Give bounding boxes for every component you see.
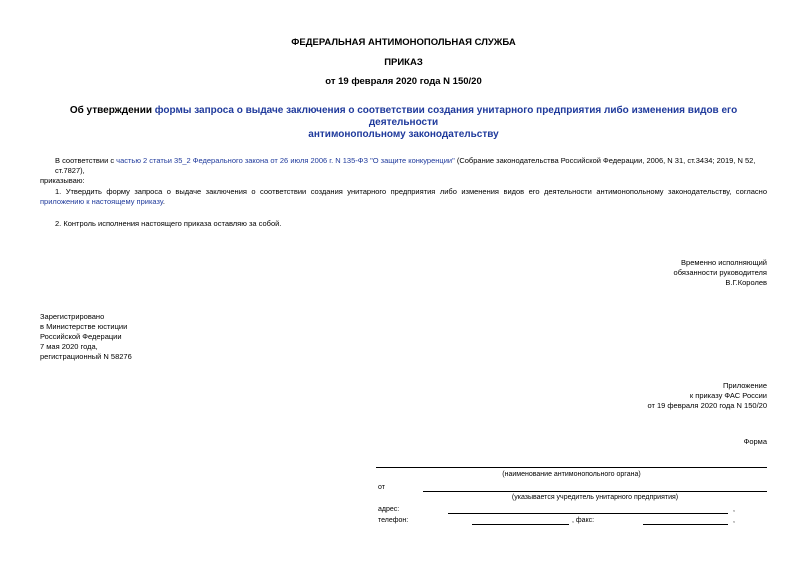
item1-end: . (162, 197, 165, 206)
registration-line-2: в Министерстве юстиции (40, 322, 128, 331)
from-label: от (378, 484, 385, 491)
org-name-line[interactable] (376, 467, 767, 468)
title-link-continued[interactable]: антимонопольному законодательству (308, 129, 499, 140)
doc-date-number: от 19 февраля 2020 года N 150/20 (325, 76, 482, 87)
order-item-1 (40, 187, 767, 207)
fax-label: , факс: (572, 517, 595, 524)
item1-text: 1. Утвердить форму запроса о выдаче заключения о соответствии создания унитарного предприятия либо изменения видов его деятельности антимонопольному законодательству, согласно (55, 187, 767, 196)
preamble-start: В соответствии с (55, 156, 117, 165)
appendix-block (547, 381, 767, 411)
registration-line-4: 7 мая 2020 года, (40, 342, 98, 351)
preamble-end: (Собрание законодательства Российской Федерации, 2006, N 31, ст.3434; 2019, N 52, ст.7827), (55, 156, 756, 175)
registration-line-5: регистрационный N 58276 (40, 352, 132, 361)
signature-line-1: Временно исполняющий (681, 258, 767, 267)
law-link[interactable]: частью 2 статьи 35_2 Федерального закона от 26 июля 2006 г. N 135-ФЗ "О защите конкуренции" (116, 156, 455, 165)
phone-comma: , (733, 517, 735, 524)
appendix-link[interactable]: приложению к (40, 197, 90, 206)
title-prefix: Об утверждении (69, 105, 155, 116)
doc-type: ПРИКАЗ (384, 57, 423, 68)
signature-line-2: обязанности руководителя (673, 268, 767, 277)
fax-line[interactable] (643, 524, 728, 525)
appendix-link-continued[interactable]: настоящему приказу (91, 197, 163, 206)
address-label: адрес: (378, 506, 400, 513)
form-label: Форма (743, 437, 767, 446)
from-line[interactable] (423, 491, 767, 492)
signature-block (547, 258, 767, 288)
signature-name: В.Г.Королев (725, 278, 767, 287)
order-word: приказываю: (40, 176, 85, 185)
founder-caption: (указывается учредитель унитарного предприятия) (511, 494, 679, 501)
document-title (40, 105, 767, 141)
address-line[interactable] (448, 513, 728, 514)
title-link[interactable]: формы запроса о выдаче заключения о соответствии создания унитарного предприятия либо изменения видов его деятельности (154, 105, 738, 128)
appendix-line-3: от 19 февраля 2020 года N 150/20 (647, 401, 767, 410)
registration-block (40, 312, 240, 362)
preamble (55, 156, 775, 176)
org-caption: (наименование антимонопольного органа) (502, 471, 641, 478)
agency-name: ФЕДЕРАЛЬНАЯ АНТИМОНОПОЛЬНАЯ СЛУЖБА (291, 37, 516, 48)
registration-line-3: Российской Федерации (40, 332, 122, 341)
address-comma: , (733, 506, 735, 513)
phone-label: телефон: (378, 517, 409, 524)
appendix-line-2: к приказу ФАС России (689, 391, 767, 400)
registration-line-1: Зарегистрировано (40, 312, 105, 321)
order-item-2: 2. Контроль исполнения настоящего приказа оставляю за собой. (55, 219, 282, 228)
phone-line[interactable] (472, 524, 569, 525)
appendix-line-1: Приложение (723, 381, 767, 390)
